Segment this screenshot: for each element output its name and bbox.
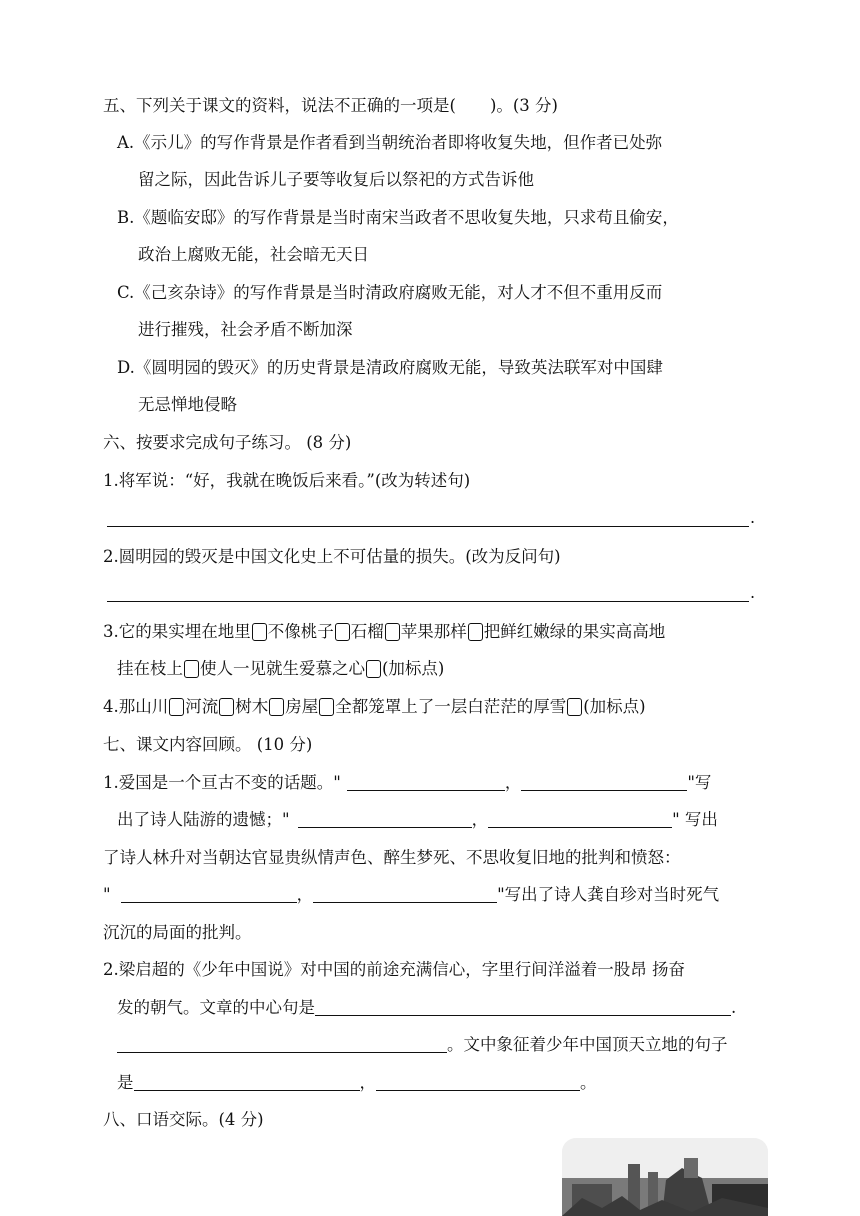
option-d-line2: 无忌惮地侵略 — [138, 395, 237, 414]
punct-box[interactable] — [319, 698, 334, 716]
s6-question-1: 1.将军说：“好，我就在晚饭后来看。”(改为转述句) — [103, 471, 471, 490]
fill-blank[interactable] — [347, 772, 505, 791]
comma: ， — [504, 773, 522, 792]
punct-box[interactable] — [385, 623, 400, 641]
s7-q1-text-b: "写 — [687, 773, 712, 792]
fill-blank[interactable] — [117, 1034, 447, 1053]
option-a-line1: A.《示儿》的写作背景是作者看到当朝统治者即将收复失地，但作者已处弥 — [117, 133, 663, 152]
punct-box[interactable] — [269, 698, 284, 716]
s7-q2-text-d: 是 — [117, 1073, 134, 1092]
q4-text-6: (加标点) — [583, 697, 646, 716]
q4-text-2: 河流 — [185, 697, 219, 716]
s7-q2-line3 — [117, 1033, 728, 1057]
ruins-photo-illustration — [562, 1138, 768, 1216]
q4-text-5: 全都笼罩上了一层白茫茫的厚雪 — [335, 697, 567, 716]
section-5-title-end: )。(3 分) — [489, 96, 558, 115]
s7-q1-text-g: "写出了诗人龚自珍对当时死气 — [497, 885, 720, 904]
punct-box[interactable] — [366, 660, 381, 678]
s6-question-3-line1 — [103, 620, 665, 644]
comma: ， — [296, 885, 314, 904]
q3-text-3: 石榴 — [350, 622, 384, 641]
fill-blank[interactable] — [313, 884, 497, 903]
s7-q1-text-c: 出了诗人陆游的遗憾；" — [117, 810, 290, 829]
punct-box[interactable] — [169, 698, 184, 716]
s7-q1-text-d: " 写出 — [672, 810, 718, 829]
section-8-title: 八、口语交际。(4 分) — [103, 1110, 264, 1129]
s6-question-4 — [103, 695, 646, 719]
punct-box[interactable] — [219, 698, 234, 716]
q3-text-6: 挂在枝上 — [117, 659, 183, 678]
q3-text-8: (加标点) — [382, 659, 445, 678]
period: . — [731, 998, 737, 1017]
section-7-title: 七、课文内容回顾。 (10 分) — [103, 735, 313, 754]
s7-q2-line1: 2.梁启超的《少年中国说》对中国的前途充满信心，字里行间洋溢着一股昂 扬奋 — [103, 960, 685, 979]
option-b-line2: 政治上腐败无能，社会暗无天日 — [138, 245, 369, 264]
s7-q1-line2 — [117, 808, 718, 832]
section-5-title-text: 五、下列关于课文的资料，说法不正确的一项是( — [103, 96, 456, 115]
fill-blank[interactable] — [521, 772, 687, 791]
s7-q1-text-a: 1.爱国是一个亘古不变的话题。" — [103, 773, 341, 792]
s6-q2-period: . — [750, 583, 756, 602]
q4-text-3: 树木 — [235, 697, 269, 716]
punct-box[interactable] — [252, 623, 267, 641]
s6-question-2: 2.圆明园的毁灭是中国文化史上不可估量的损失。(改为反问句) — [103, 547, 561, 566]
s7-q2-line4 — [117, 1071, 597, 1095]
s7-q1-line1 — [103, 771, 711, 795]
s7-q2-text-c: 。文中象征着少年中国顶天立地的句子 — [447, 1035, 728, 1054]
punct-box[interactable] — [567, 698, 582, 716]
s7-q1-line5: 沉沉的局面的批判。 — [103, 923, 252, 942]
q3-text-1: 3.它的果实埋在地里 — [103, 622, 251, 641]
fill-blank[interactable] — [121, 884, 297, 903]
s6-q1-period: . — [750, 508, 756, 527]
s6-q2-answer-line[interactable] — [107, 601, 749, 602]
q4-text-4: 房屋 — [285, 697, 319, 716]
option-c-line2: 进行摧残，社会矛盾不断加深 — [138, 320, 353, 339]
section-5-title — [103, 94, 558, 118]
s6-q1-answer-line[interactable] — [107, 526, 749, 527]
q3-text-5: 把鲜红嫩绿的果实高高地 — [483, 622, 666, 641]
s7-q2-text-b: 发的朝气。文章的中心句是 — [117, 998, 315, 1017]
option-c-line1: C.《己亥杂诗》的写作背景是当时清政府腐败无能，对人才不但不重用反而 — [117, 283, 663, 302]
s7-q1-text-f: " — [103, 885, 111, 904]
s7-q1-line4 — [103, 883, 719, 907]
s7-q1-line3: 了诗人林升对当朝达官显贵纵情声色、醉生梦死、不思收复旧地的批判和愤怒： — [103, 848, 681, 867]
fill-blank[interactable] — [488, 809, 672, 828]
q3-text-4: 苹果那样 — [400, 622, 467, 641]
fill-blank[interactable] — [298, 809, 472, 828]
option-a-line2: 留之际，因此告诉儿子要等收复后以祭祀的方式告诉他 — [138, 170, 534, 189]
section-6-title: 六、按要求完成句子练习。 (8 分) — [103, 433, 352, 452]
s6-question-3-line2 — [117, 657, 444, 681]
option-b-line1: B.《题临安邸》的写作背景是当时南宋当政者不思收复失地，只求苟且偷安， — [117, 208, 679, 227]
punct-box[interactable] — [468, 623, 483, 641]
ruins-photo — [562, 1138, 768, 1216]
punct-box[interactable] — [335, 623, 350, 641]
fill-blank[interactable] — [315, 997, 731, 1016]
end-mark: 。 — [580, 1073, 597, 1092]
fill-blank[interactable] — [134, 1072, 360, 1091]
comma: ， — [471, 810, 489, 829]
q4-text-1: 4.那山川 — [103, 697, 169, 716]
option-d-line1: D.《圆明园的毁灭》的历史背景是清政府腐败无能，导致英法联军对中国肆 — [117, 358, 663, 377]
q3-text-7: 使人一见就生爱慕之心 — [200, 659, 365, 678]
s7-q2-line2 — [117, 996, 736, 1020]
fill-blank[interactable] — [376, 1072, 580, 1091]
comma: ， — [359, 1073, 376, 1092]
q3-text-2: 不像桃子 — [267, 622, 334, 641]
punct-box[interactable] — [184, 660, 199, 678]
